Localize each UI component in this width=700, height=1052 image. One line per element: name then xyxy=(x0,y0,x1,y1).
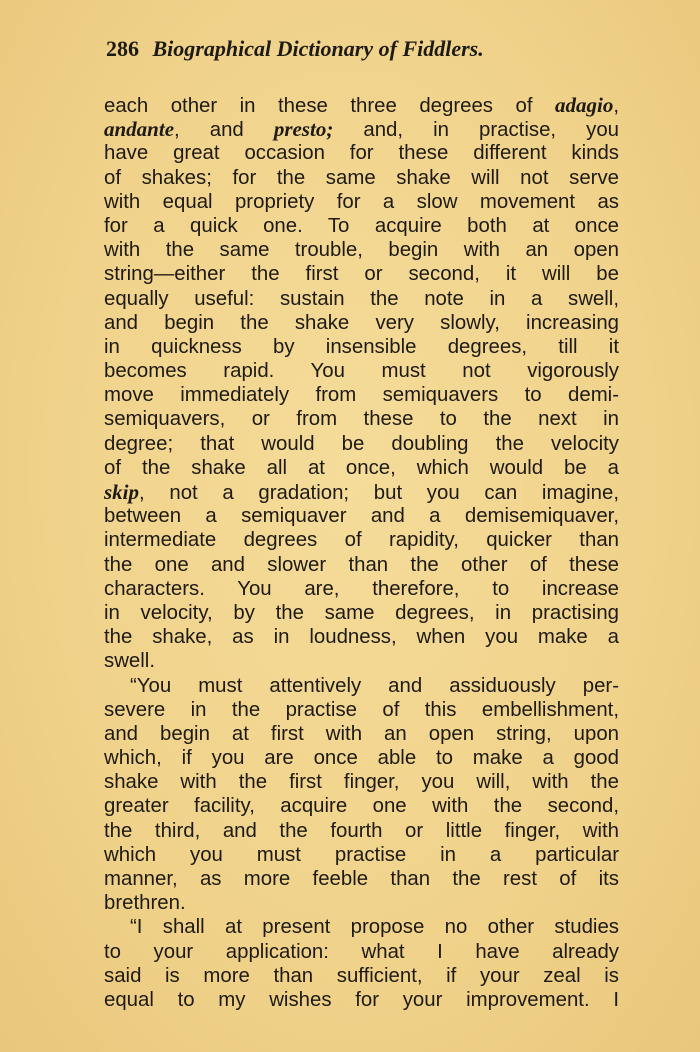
text-line: skip, not a gradation; but you can imagine, xyxy=(104,480,619,504)
text-line: move immediately from semiquavers to demi- xyxy=(104,384,619,407)
text-line: manner, as more feeble than the rest of its xyxy=(104,868,619,890)
text-line: greater facility, acquire one with the second, xyxy=(104,795,619,818)
text-line: the one and slower than the other of these xyxy=(104,553,619,576)
text-line: in velocity, by the same degrees, in practising xyxy=(104,601,619,624)
text-line: to your application: what I have already xyxy=(104,940,619,963)
text-line: said is more than sufficient, if your zeal is xyxy=(104,964,619,987)
text-line: equally useful: sustain the note in a swell, xyxy=(104,287,619,310)
text-line: with the same trouble, begin with an open xyxy=(104,239,619,262)
text-line: becomes rapid. You must not vigorously xyxy=(104,360,619,383)
text-line: with equal propriety for a slow movement as xyxy=(104,190,619,213)
text-line: between a semiquaver and a demisemiquaver, xyxy=(104,505,619,528)
text-line: swell. xyxy=(104,650,155,673)
text-line: each other in these three degrees of adagio, xyxy=(104,93,619,117)
text-line: severe in the practise of this embellishment, xyxy=(104,698,619,721)
text-line: in quickness by insensible degrees, till it xyxy=(104,335,619,358)
text-line: shake with the first finger, you will, with the xyxy=(104,771,619,794)
text-line: semiquavers, or from these to the next in xyxy=(104,408,619,431)
text-line: characters. You are, therefore, to increase xyxy=(104,577,619,600)
text-line: which, if you are once able to make a good xyxy=(104,747,619,770)
running-title: Biographical Dictionary of Fiddlers. xyxy=(152,36,484,61)
text-line: string—either the first or second, it will be xyxy=(104,263,619,286)
text-line: which you must practise in a particular xyxy=(104,843,619,866)
text-line: “I shall at present propose no other studies xyxy=(130,916,619,939)
running-header xyxy=(106,34,606,64)
text-line: brethren. xyxy=(104,892,186,915)
text-line: have great occasion for these different kinds xyxy=(104,142,619,165)
text-line: and begin the shake very slowly, increasing xyxy=(104,311,619,334)
text-line: the third, and the fourth or little finger, with xyxy=(104,819,619,842)
text-line: andante, and presto; and, in practise, you xyxy=(104,117,619,142)
text-line: equal to my wishes for your improvement. I xyxy=(104,988,619,1011)
text-line: of shakes; for the same shake will not serve xyxy=(104,166,619,189)
text-line: and begin at first with an open string, upon xyxy=(104,722,619,745)
text-line: “You must attentively and assiduously per- xyxy=(130,674,619,697)
text-line: intermediate degrees of rapidity, quicker than xyxy=(104,529,619,552)
page-body-text xyxy=(104,93,619,1012)
text-line: the shake, as in loudness, when you make a xyxy=(104,626,619,649)
text-line: degree; that would be doubling the velocity xyxy=(104,432,619,455)
page-number: 286 xyxy=(106,36,139,61)
text-line: of the shake all at once, which would be a xyxy=(104,456,619,479)
text-line: for a quick one. To acquire both at once xyxy=(104,214,619,237)
